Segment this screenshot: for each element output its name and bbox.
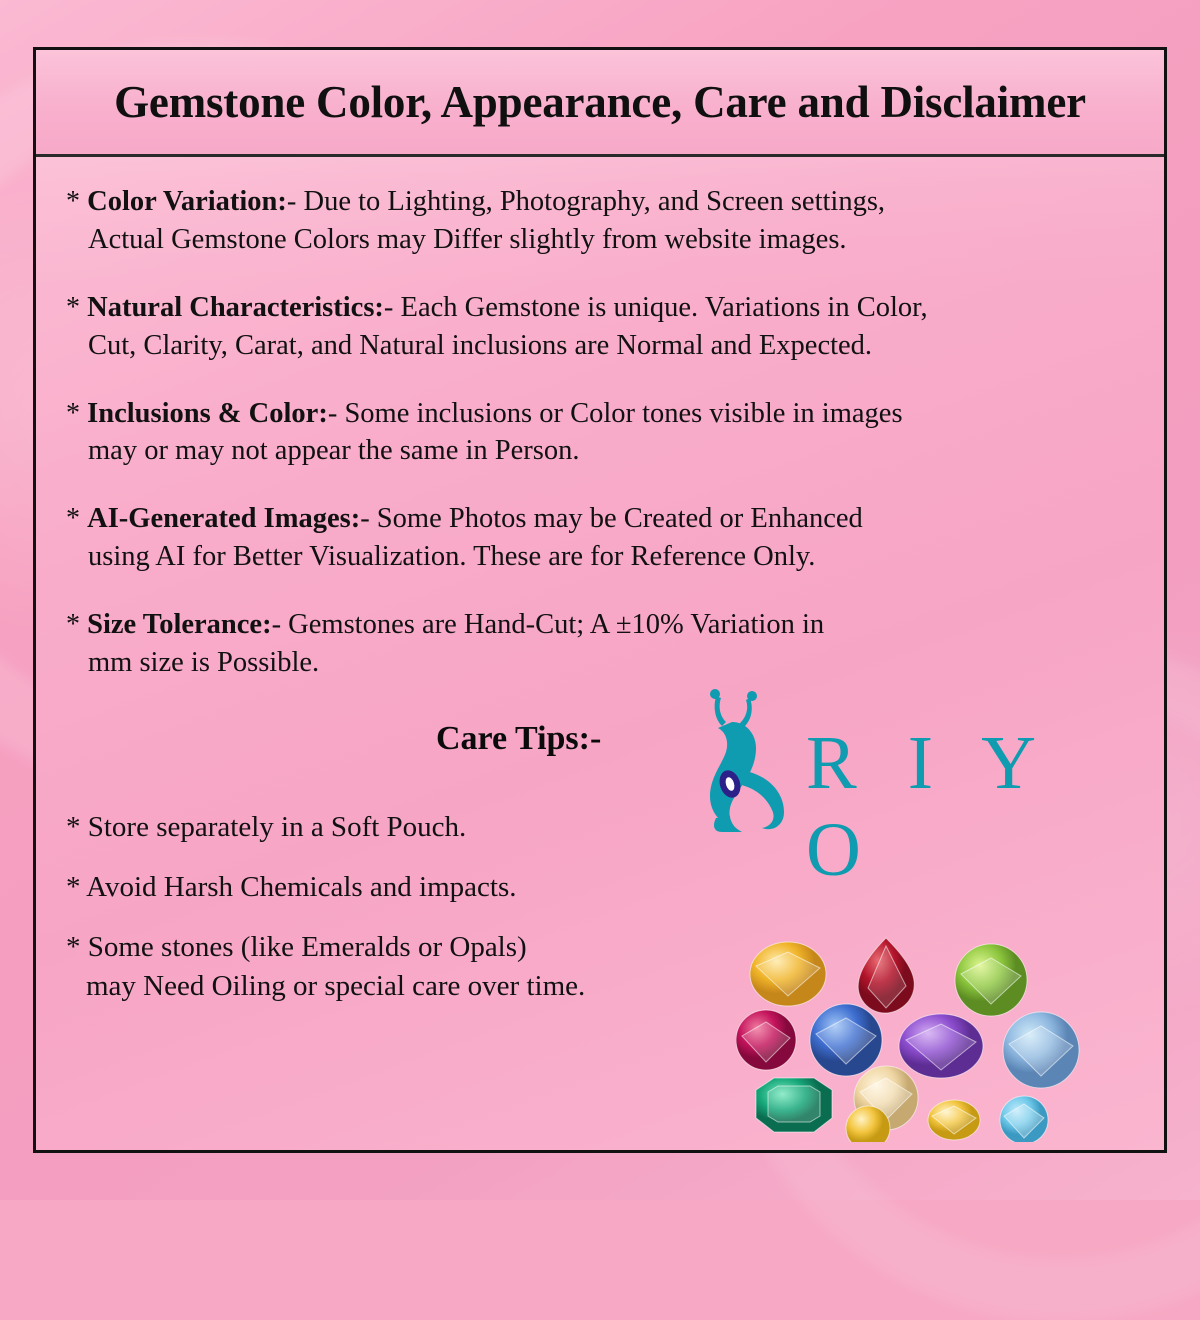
bullet-star-icon: * xyxy=(66,871,81,904)
care-tip-text: Avoid Harsh Chemicals and impacts. xyxy=(86,871,517,904)
disclaimer-item-label: Size Tolerance: xyxy=(87,609,272,641)
care-tip-item xyxy=(66,868,766,906)
disclaimer-item-text-line2: Actual Gemstone Colors may Differ slightly from website images. xyxy=(88,223,847,255)
disclaimer-card xyxy=(33,47,1167,1153)
disclaimer-item-text: - Due to Lighting, Photography, and Screen settings, xyxy=(286,186,886,217)
disclaimer-item-text-line2: using AI for Better Visualization. These are for Reference Only. xyxy=(88,541,816,573)
disclaimer-item-text-line2: mm size is Possible. xyxy=(88,647,320,679)
bullet-star-icon: * xyxy=(66,931,81,964)
disclaimer-item-text: - Each Gemstone is unique. Variations in Color, xyxy=(383,291,928,323)
care-tips-heading: Care Tips:- xyxy=(436,719,602,757)
care-tip-item xyxy=(66,808,766,846)
disclaimer-item xyxy=(66,395,1134,471)
care-tip-text: Store separately in a Soft Pouch. xyxy=(87,810,467,843)
care-tip-text-line2: may Need Oiling or special care over time. xyxy=(86,969,586,1002)
page-title: Gemstone Color, Appearance, Care and Disclaimer xyxy=(114,77,1086,127)
disclaimer-item-label: AI-Generated Images: xyxy=(87,503,361,535)
disclaimer-item xyxy=(66,500,1134,576)
disclaimer-item-text-line2: may or may not appear the same in Person. xyxy=(88,435,580,467)
title-band xyxy=(36,50,1164,157)
riyo-logo xyxy=(666,686,1136,892)
disclaimer-item-text: - Some inclusions or Color tones visible in images xyxy=(327,397,903,429)
disclaimer-item-label: Natural Characteristics: xyxy=(87,291,384,323)
disclaimer-item-label: Color Variation: xyxy=(87,186,287,217)
gemstone-cluster-image xyxy=(736,922,1156,1142)
bullet-star-icon: * xyxy=(66,810,81,843)
gemstones-svg xyxy=(736,922,1156,1142)
disclaimer-item xyxy=(66,606,1134,682)
body-area xyxy=(36,157,1164,1005)
bullet-star-icon: * xyxy=(66,503,80,535)
bullet-star-icon: * xyxy=(66,186,80,217)
care-tip-item xyxy=(66,928,766,1005)
disclaimer-item-text: - Gemstones are Hand-Cut; A ±10% Variation in xyxy=(271,609,825,641)
disclaimer-item-label: Inclusions & Color: xyxy=(87,397,328,429)
care-tip-text: Some stones (like Emeralds or Opals) xyxy=(87,931,527,964)
bullet-star-icon: * xyxy=(66,397,80,429)
bullet-star-icon: * xyxy=(66,609,80,641)
disclaimer-item-text: - Some Photos may be Created or Enhanced xyxy=(360,503,863,535)
disclaimer-item xyxy=(66,289,1134,365)
bullet-star-icon: * xyxy=(66,291,80,323)
brand-name: R I Y O xyxy=(806,720,1050,892)
disclaimer-item-text-line2: Cut, Clarity, Carat, and Natural inclusions are Normal and Expected. xyxy=(88,329,873,361)
disclaimer-item xyxy=(66,183,1134,259)
